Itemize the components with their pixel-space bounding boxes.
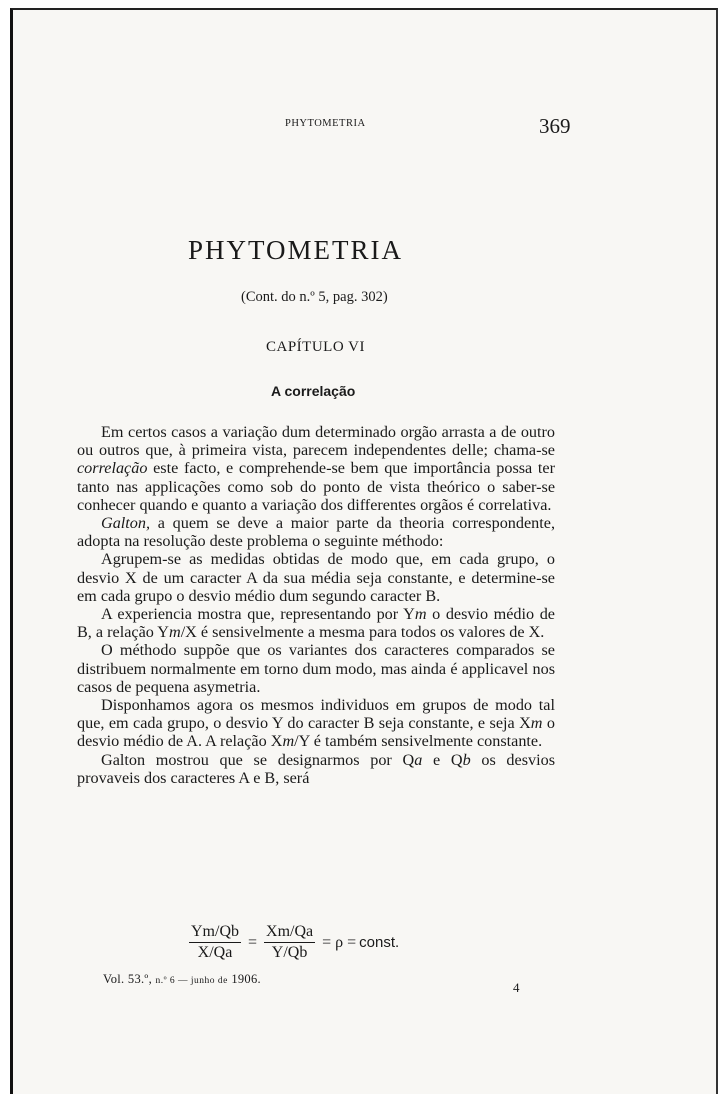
paragraph: O méthodo suppõe que os variantes dos caracteres comparados se distribuem normalmente em torno dum modo, mas ainda é applicavel nos casos de pequena asymetria. (77, 641, 555, 696)
constant-label: const. (359, 934, 400, 951)
continuation-note: (Cont. do n.º 5, pag. 302) (241, 289, 388, 305)
running-head: PHYTOMETRIA (285, 118, 366, 129)
paragraph: Disponhamos agora os mesmos individuos em grupos de modo tal que, em cada grupo, o desvio Y do caracter B seja constante, e seja Xm o desvio médio de A. A relação Xm/Y é também sensivelmente constante. (77, 696, 556, 751)
paragraph: Galton mostrou que se designarmos por Qa e Qb os desvios provaveis dos caracteres A e B, será (77, 750, 555, 787)
numerator: Xm/Qa (264, 923, 315, 943)
volume-label: Vol. 53.º, (103, 972, 156, 986)
numerator: Ym/Qb (189, 923, 241, 943)
fraction (264, 923, 315, 962)
section-heading: A correlação (271, 383, 356, 399)
paragraph: A experiencia mostra que, representando por Ym o desvio médio de B, a relação Ym/X é sensivelmente a mesma para todos os valores de X. (77, 605, 555, 642)
body-text (77, 423, 555, 787)
correlation-formula (185, 923, 399, 962)
article-title: PHYTOMETRIA (188, 235, 404, 265)
rho-equals: = ρ = (322, 933, 357, 951)
fraction (189, 923, 241, 962)
book-page (10, 8, 718, 1094)
equals-sign: = (248, 933, 258, 951)
paragraph: Agrupem-se as medidas obtidas de modo que, em cada grupo, o desvio X de um caracter A da sua média seja constante, e determine-se em cada grupo o desvio médio dum segundo caracter B. (77, 550, 555, 605)
signature-mark: 4 (513, 980, 520, 995)
paragraph: Em certos casos a variação dum determinado orgão arrasta a de outro ou outros que, à primeira vista, parecem independentes delle; chama-se correlação este facto, e comprehende-se bem que importância possa ter tanto nas applicações como sob do ponto de vista theórico o saber-se conhecer quando e quanto a variação dos differentes orgãos é correlativa. (77, 423, 555, 514)
volume-footer (103, 972, 261, 987)
paragraph: Galton, a quem se deve a maior parte da theoria correspondente, adopta na resolução deste problema o seguinte méthodo: (77, 514, 555, 551)
page-number: 369 (539, 114, 571, 138)
denominator: X/Qa (197, 944, 233, 961)
chapter-heading: CAPÍTULO VI (266, 339, 365, 355)
year-label: 1906. (231, 972, 261, 986)
issue-label: n.º 6 — junho de (155, 976, 228, 986)
denominator: Y/Qb (271, 944, 308, 961)
